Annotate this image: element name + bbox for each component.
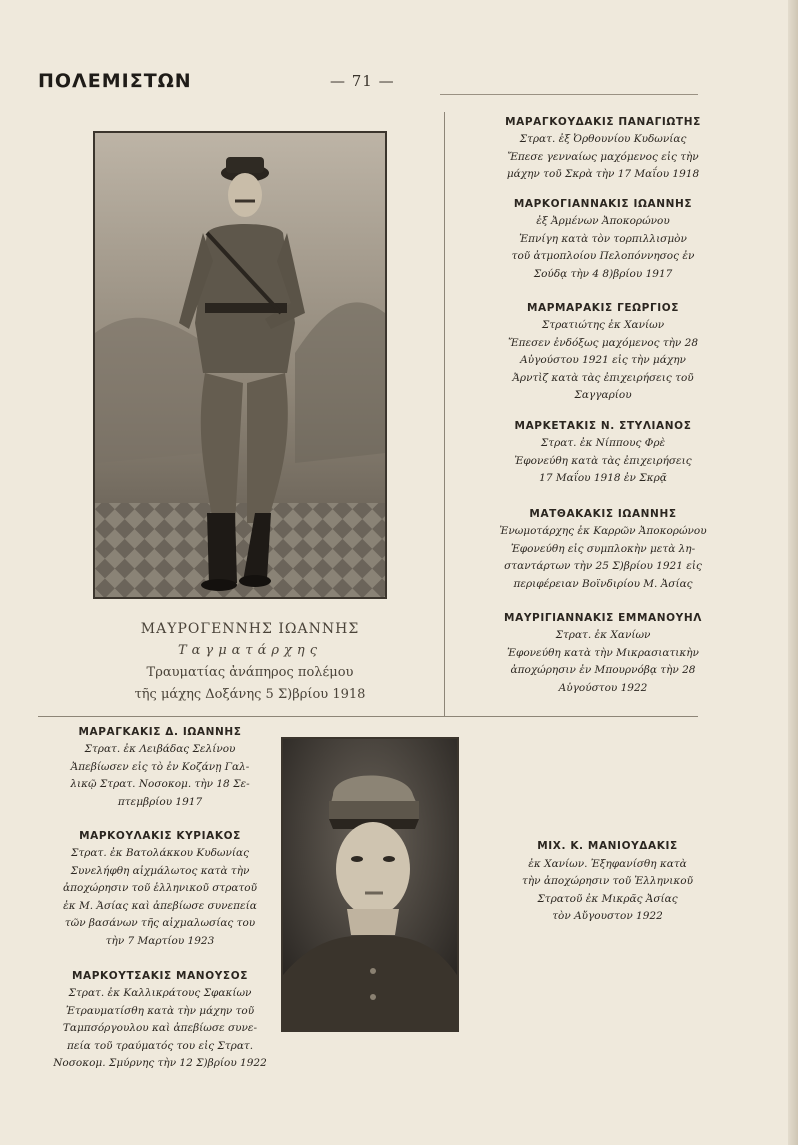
young-soldier-photo: [281, 737, 459, 1032]
entry-name: ΜΑΡΚΟΥΤΣΑΚΙΣ ΜΑΝΟΥΣΟΣ: [71, 970, 249, 982]
entry-line: τοῦ ἀτμοπλοίου Πελοπόννησος ἐν: [511, 250, 695, 262]
entry-line: Στρατ. ἐκ Νίππους Φρὲ: [540, 437, 666, 449]
page-number: — 71 —: [330, 72, 395, 90]
entry-line: Στρατ. ἐξ Ὀρθουνίου Κυδωνίας: [519, 133, 687, 145]
entry-line: τὴν ἀποχώρησιν τοῦ Ἑλληνικοῦ: [522, 875, 693, 887]
entry-line: τὸν Αὔγουστον 1922: [552, 910, 663, 922]
entry-line: ἀποχώρησιν ἐν Μπουρνόβᾳ τὴν 28: [510, 664, 696, 676]
entry-name: ΜΑΡΚΟΥΛΑΚΙΣ ΚΥΡΙΑΚΟΣ: [79, 830, 241, 842]
entry-line: ἐξ Ἀρμένων Ἀποκορώνου: [536, 215, 670, 227]
obituary-entry: [473, 198, 733, 283]
entry-line: Ἐφονεύθη κατὰ τὴν Μικρασιατικὴν: [507, 646, 699, 659]
entry-line: Ἐτραυματίσθη κατὰ τὴν μάχην τοῦ: [65, 1004, 255, 1017]
entry-line: Ἐπνίγη κατὰ τὸν τορπιλλισμὸν: [519, 232, 687, 245]
entry-line: Στρατοῦ ἐκ Μικρᾶς Ἀσίας: [537, 892, 678, 905]
column-divider: [444, 112, 445, 716]
entry-line: λικῷ Στρατ. Νοσοκομ. τὴν 18 Σε-: [70, 778, 250, 790]
running-title: ΠΟΛΕΜΙΣΤΩΝ: [38, 70, 192, 92]
obituary-entry: [473, 612, 733, 697]
obituary-entry: [50, 726, 270, 811]
entry-line: πτεμβρίου 1917: [117, 795, 203, 808]
entry-line: Ταμπσόργουλου καὶ ἀπεβίωσε συνε-: [62, 1022, 258, 1034]
obituary-entry: [473, 302, 733, 405]
entry-line: περιφέρειαν Βοϊνδιρίου Μ. Ἀσίας: [513, 577, 693, 590]
entry-line: Στρατ. ἐκ Χανίων: [555, 629, 651, 641]
portrait-line-1: Τραυματίας ἀνάπηρος πολέμου: [146, 665, 354, 680]
entry-name: ΜΙΧ. Κ. ΜΑΝΙΟΥΔΑΚΙΣ: [537, 840, 678, 852]
obituary-entry: [473, 508, 733, 593]
entry-line: Ἀρντὶζ κατὰ τὰς ἐπιχειρήσεις τοῦ: [512, 371, 694, 384]
entry-line: ἐκ Μ. Ἀσίας καὶ ἀπεβίωσε συνεπεία: [63, 899, 257, 912]
entry-name: ΜΑΥΡΙΓΙΑΝΝΑΚΙΣ ΕΜΜΑΝΟΥΗΛ: [504, 612, 702, 624]
entry-line: Στρατιώτης ἐκ Χανίων: [541, 319, 665, 331]
entry-name: ΜΑΡΑΓΚΟΥΔΑΚΙΣ ΠΑΝΑΓΙΩΤΗΣ: [505, 116, 701, 128]
entry-line: Ἔπεσε γενναίως μαχόμενος εἰς τὴν: [507, 150, 699, 163]
entry-line: Ἐφονεύθη κατὰ τὰς ἐπιχειρήσεις: [514, 454, 692, 467]
page-edge: [788, 0, 798, 1145]
entry-line: Αὐγούστου 1922: [558, 681, 648, 694]
obituary-entry: [500, 838, 715, 926]
officer-portrait-photo: [93, 131, 387, 599]
entry-line: 17 Μαΐου 1918 ἐν Σκρᾷ: [539, 472, 667, 484]
entry-line: Ἐφονεύθη εἰς συμπλοκὴν μετὰ λη-: [510, 542, 696, 555]
entry-line: ἐκ Χανίων. Ἐξηφανίσθη κατὰ: [528, 857, 687, 870]
obituary-entry: [50, 970, 270, 1073]
entry-line: Αὐγούστου 1921 εἰς τὴν μάχην: [520, 354, 686, 366]
entry-line: πεία τοῦ τραύματός του εἰς Στρατ.: [66, 1039, 254, 1052]
entry-line: Στρατ. ἐκ Λειβάδας Σελίνου: [84, 743, 236, 755]
entry-line: Συνελήφθη αἰχμάλωτος κατὰ τὴν: [70, 864, 250, 877]
entry-name: ΜΑΡΚΟΓΙΑΝΝΑΚΙΣ ΙΩΑΝΝΗΣ: [513, 198, 693, 210]
entry-line: τὴν 7 Μαρτίου 1923: [105, 934, 215, 947]
entry-line: Ἔπεσεν ἐνδόξως μαχόμενος τὴν 28: [507, 336, 699, 349]
portrait-rank: Ταγματάρχης: [177, 643, 322, 658]
entry-line: Στρατ. ἐκ Βατολάκκου Κυδωνίας: [71, 847, 249, 859]
entry-name: ΜΑΡΜΑΡΑΚΙΣ ΓΕΩΡΓΙΟΣ: [526, 302, 680, 314]
entry-line: Στρατ. ἐκ Καλλικράτους Σφακίων: [68, 987, 252, 999]
portrait-caption: [100, 618, 400, 706]
header-rule: [440, 94, 698, 95]
entry-line: ἀποχώρησιν τοῦ ἑλληνικοῦ στρατοῦ: [63, 882, 257, 894]
entry-line: σταντάρτων τὴν 25 Σ)βρίου 1921 εἰς: [504, 560, 702, 572]
obituary-entry: [473, 116, 733, 184]
section-divider: [38, 716, 698, 717]
portrait-line-2: τῆς μάχης Δοξάνης 5 Σ)βρίου 1918: [134, 687, 366, 702]
entry-name: ΜΑΡΑΓΚΑΚΙΣ Δ. ΙΩΑΝΝΗΣ: [78, 726, 242, 738]
obituary-entry: [473, 420, 733, 488]
entry-line: Σούδᾳ τὴν 4 8)βρίου 1917: [533, 267, 673, 280]
entry-line: μάχην τοῦ Σκρὰ τὴν 17 Μαΐου 1918: [506, 168, 700, 180]
entry-line: Νοσοκομ. Σμύρνης τὴν 12 Σ)βρίου 1922: [53, 1057, 267, 1069]
entry-line: τῶν βασάνων τῆς αἰχμαλωσίας του: [64, 917, 256, 929]
obituary-entry: [50, 830, 270, 950]
entry-name: ΜΑΡΚΕΤΑΚΙΣ Ν. ΣΤΥΛΙΑΝΟΣ: [514, 420, 692, 432]
entry-line: Ἐνωμοτάρχης ἐκ Καρρῶν Ἀποκορώνου: [499, 525, 707, 537]
entry-name: ΜΑΤΘΑΚΑΚΙΣ ΙΩΑΝΝΗΣ: [529, 508, 677, 520]
entry-line: Σαγγαρίου: [574, 389, 632, 401]
portrait-name: ΜΑΥΡΟΓΕΝΝΗΣ ΙΩΑΝΝΗΣ: [140, 621, 360, 637]
entry-line: Ἀπεβίωσεν εἰς τὸ ἐν Κοζάνῃ Γαλ-: [70, 760, 250, 773]
